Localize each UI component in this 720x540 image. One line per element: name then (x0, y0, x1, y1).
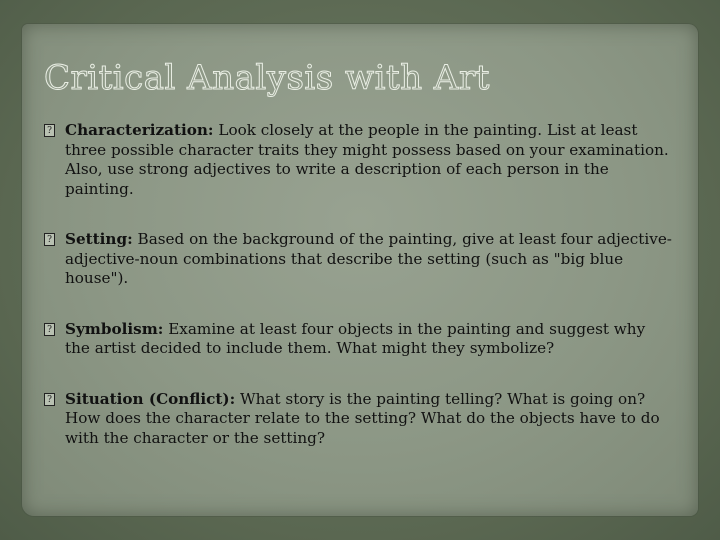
bullet-term: Characterization: (65, 121, 214, 139)
bullet-text: Based on the background of the painting, give at least four adjective-adjective-noun combinations that describe the setting (such as "big blue house"). (65, 230, 672, 287)
bullet-list (44, 121, 672, 448)
bullet-setting (44, 230, 672, 289)
bullet-symbolism (44, 320, 672, 359)
bullet-text: What story is the painting telling? What is going on? How does the character relate to the setting? What do the objects have to do with the character or the setting? (65, 389, 660, 447)
bullet-icon: ? (44, 393, 55, 406)
bullet-characterization (44, 121, 672, 199)
bullet-icon: ? (44, 323, 55, 336)
bullet-icon: ? (44, 124, 55, 137)
bullet-icon: ? (44, 233, 55, 246)
bullet-situation (44, 390, 672, 449)
bullet-term: Setting: (65, 230, 133, 248)
slide-title: Critical Analysis with Art (44, 58, 490, 98)
bullet-text: Look closely at the people in the painting. List at least three possible character traits they might possess based on your examination. Also, use strong adjectives to write a description of each person in the painting. (65, 121, 669, 198)
bullet-term: Symbolism: (65, 319, 164, 338)
bullet-text: Examine at least four objects in the painting and suggest why the artist decided to include them. What might they symbolize? (65, 319, 646, 357)
bullet-term: Situation (Conflict): (65, 389, 236, 408)
